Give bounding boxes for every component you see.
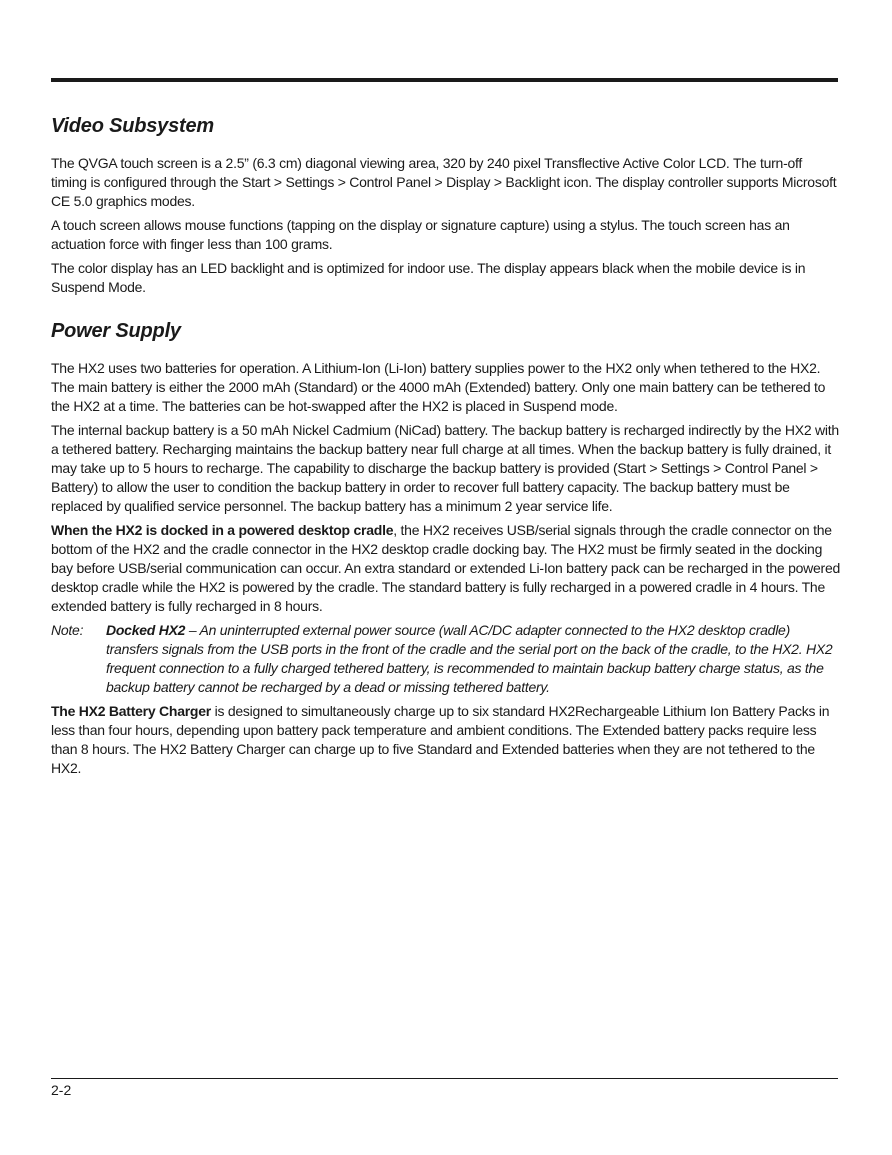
note-lead-in: Docked HX2 bbox=[106, 622, 186, 638]
note-label: Note: bbox=[51, 622, 84, 638]
video-paragraph-2: A touch screen allows mouse functions (tapping on the display or signature capture) using a stylus. The touch screen has an actuation force with finger less than 100 grams. bbox=[51, 217, 790, 252]
charger-paragraph bbox=[51, 702, 841, 778]
note-text: – An uninterrupted external power source (wall AC/DC adapter connected to the HX2 desktop cradle) transfers signals from the USB ports in the front of the cradle and the serial port on the back of the cradle, to the HX2. HX2 frequent connection to a fully charged tethered battery, is recommended to maintain backup battery charge status, as the backup battery cannot be recharged by a dead or missing tethered battery. bbox=[106, 622, 833, 695]
power-paragraph-1: The HX2 uses two batteries for operation. A Lithium-Ion (Li-Ion) battery supplies power to the HX2 only when tethered to the HX2. The main battery is either the 2000 mAh (Standard) or the 4000 mAh (Extended) battery. Only one main battery can be tethered to the HX2 at a time. The batteries can be hot-swapped after the HX2 is placed in Suspend mode. bbox=[51, 360, 826, 414]
note-block bbox=[51, 621, 841, 697]
video-paragraph-3: The color display has an LED backlight and is optimized for indoor use. The display appears black when the mobile device is in Suspend Mode. bbox=[51, 260, 806, 295]
page-content bbox=[51, 114, 841, 783]
section-title-power-supply: Power Supply bbox=[51, 320, 181, 342]
cradle-lead-in: When the HX2 is docked in a powered desktop cradle bbox=[51, 522, 394, 538]
power-paragraph-2: The internal backup battery is a 50 mAh Nickel Cadmium (NiCad) battery. The backup battery is recharged indirectly by the HX2 with a tethered battery. Recharging maintains the backup battery near full charge at all times. When the backup battery is fully drained, it may take up to 5 hours to recharge. The capability to discharge the backup battery is provided (Start > Settings > Control Panel > Battery) to allow the user to condition the backup battery in order to recover full battery capacity. The backup battery must be replaced by qualified service personnel. The backup battery has a minimum 2 year service life. bbox=[51, 422, 839, 514]
page-number: 2-2 bbox=[51, 1082, 72, 1098]
charger-lead-in: The HX2 Battery Charger bbox=[51, 703, 211, 719]
section-title-video-subsystem: Video Subsystem bbox=[51, 115, 214, 137]
cradle-paragraph bbox=[51, 521, 841, 616]
footer-rule bbox=[51, 1078, 838, 1079]
video-paragraph-1: The QVGA touch screen is a 2.5” (6.3 cm) diagonal viewing area, 320 by 240 pixel Transflective Active Color LCD. The turn-off timing is configured through the Start > Settings > Control Panel > Display > Backlight icon. The display controller supports Microsoft CE 5.0 graphics modes. bbox=[51, 155, 837, 209]
note-body bbox=[106, 621, 841, 697]
header-rule bbox=[51, 78, 838, 82]
charger-body: is designed to simultaneously charge up to six standard HX2Rechargeable Lithium Ion Battery Packs in less than four hours, depending upon battery pack temperature and ambient conditions. The Extended battery packs require less than 8 hours. The HX2 Battery Charger can charge up to five Standard and Extended batteries when they are not tethered to the HX2. bbox=[51, 703, 830, 776]
cradle-body: , the HX2 receives USB/serial signals through the cradle connector on the bottom of the HX2 and the cradle connector in the HX2 desktop cradle docking bay. The HX2 must be firmly seated in the docking bay before USB/serial communication can occur. An extra standard or extended Li-Ion battery pack can be recharged in the powered desktop cradle while the HX2 is powered by the cradle. The standard battery is fully recharged in a powered cradle in 4 hours. The extended battery is fully recharged in 8 hours. bbox=[51, 522, 841, 614]
